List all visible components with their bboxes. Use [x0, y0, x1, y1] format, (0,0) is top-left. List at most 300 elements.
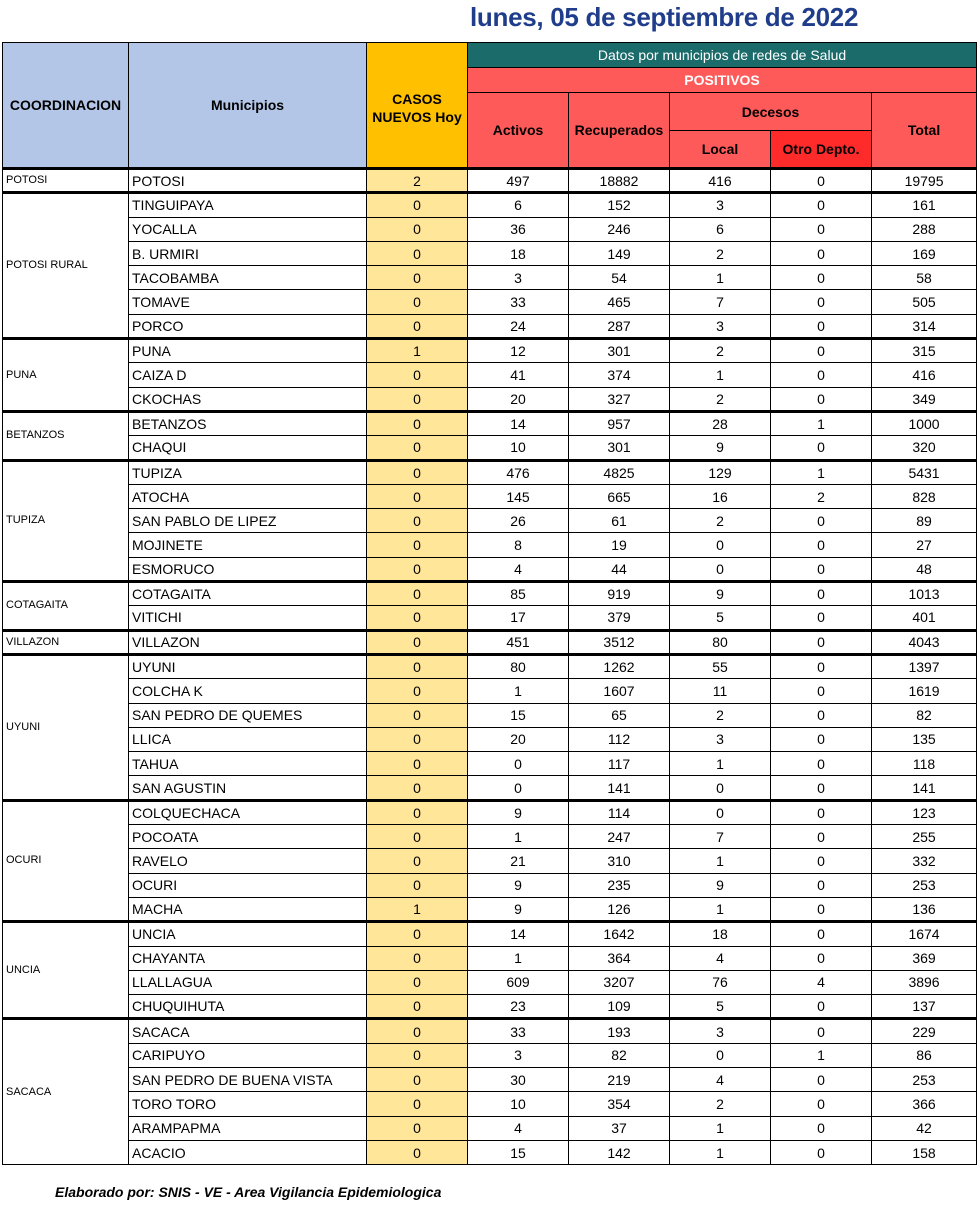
- casos-nuevos-cell: 0: [367, 460, 468, 484]
- table-row: [3, 1140, 977, 1164]
- decesos-otro-depto-cell: 0: [771, 266, 872, 290]
- table-row: [3, 436, 977, 460]
- total-cell: 141: [872, 776, 977, 800]
- total-cell: 229: [872, 1019, 977, 1043]
- recuperados-cell: 219: [569, 1067, 670, 1091]
- total-cell: 416: [872, 363, 977, 387]
- recuperados-cell: 82: [569, 1043, 670, 1067]
- coordinacion-cell: TUPIZA: [3, 460, 129, 581]
- municipio-cell: TACOBAMBA: [129, 266, 367, 290]
- total-cell: 1619: [872, 679, 977, 703]
- decesos-otro-depto-cell: 0: [771, 582, 872, 606]
- decesos-otro-depto-cell: 0: [771, 314, 872, 338]
- table-row: [3, 582, 977, 606]
- recuperados-cell: 1262: [569, 654, 670, 678]
- decesos-otro-depto-cell: 0: [771, 630, 872, 654]
- total-cell: 158: [872, 1140, 977, 1164]
- recuperados-cell: 61: [569, 509, 670, 533]
- casos-nuevos-cell: 1: [367, 897, 468, 921]
- casos-nuevos-cell: 0: [367, 363, 468, 387]
- recuperados-cell: 665: [569, 484, 670, 508]
- header-municipios: Municipios: [129, 43, 367, 169]
- municipio-cell: TORO TORO: [129, 1092, 367, 1116]
- recuperados-cell: 18882: [569, 169, 670, 193]
- activos-cell: 15: [468, 703, 569, 727]
- municipio-cell: LLALLAGUA: [129, 970, 367, 994]
- coordinacion-cell: COTAGAITA: [3, 582, 129, 631]
- total-cell: 118: [872, 752, 977, 776]
- table-row: [3, 363, 977, 387]
- activos-cell: 12: [468, 339, 569, 363]
- decesos-otro-depto-cell: 0: [771, 363, 872, 387]
- table-row: [3, 922, 977, 946]
- table-row: [3, 241, 977, 265]
- municipio-cell: CHAQUI: [129, 436, 367, 460]
- activos-cell: 9: [468, 897, 569, 921]
- decesos-local-cell: 2: [670, 339, 771, 363]
- recuperados-cell: 114: [569, 800, 670, 824]
- decesos-local-cell: 2: [670, 703, 771, 727]
- activos-cell: 26: [468, 509, 569, 533]
- decesos-otro-depto-cell: 0: [771, 679, 872, 703]
- recuperados-cell: 126: [569, 897, 670, 921]
- municipio-cell: CKOCHAS: [129, 387, 367, 411]
- municipio-cell: SAN PEDRO DE BUENA VISTA: [129, 1067, 367, 1091]
- activos-cell: 4: [468, 557, 569, 581]
- activos-cell: 0: [468, 776, 569, 800]
- decesos-local-cell: 28: [670, 411, 771, 435]
- coordinacion-cell: POTOSI RURAL: [3, 193, 129, 339]
- decesos-otro-depto-cell: 0: [771, 654, 872, 678]
- total-cell: 253: [872, 1067, 977, 1091]
- header-otro-depto: Otro Depto.: [771, 131, 872, 169]
- table-row: [3, 679, 977, 703]
- recuperados-cell: 465: [569, 290, 670, 314]
- casos-nuevos-cell: 2: [367, 169, 468, 193]
- activos-cell: 0: [468, 752, 569, 776]
- decesos-local-cell: 18: [670, 922, 771, 946]
- total-cell: 19795: [872, 169, 977, 193]
- decesos-local-cell: 0: [670, 800, 771, 824]
- municipio-cell: ACACIO: [129, 1140, 367, 1164]
- recuperados-cell: 4825: [569, 460, 670, 484]
- decesos-otro-depto-cell: 0: [771, 290, 872, 314]
- decesos-otro-depto-cell: 0: [771, 241, 872, 265]
- decesos-local-cell: 0: [670, 776, 771, 800]
- table-row: [3, 1092, 977, 1116]
- recuperados-cell: 919: [569, 582, 670, 606]
- municipio-cell: COLCHA K: [129, 679, 367, 703]
- casos-nuevos-cell: 1: [367, 339, 468, 363]
- decesos-local-cell: 3: [670, 1019, 771, 1043]
- recuperados-cell: 247: [569, 825, 670, 849]
- municipio-cell: PUNA: [129, 339, 367, 363]
- casos-nuevos-cell: 0: [367, 533, 468, 557]
- activos-cell: 21: [468, 849, 569, 873]
- activos-cell: 30: [468, 1067, 569, 1091]
- municipio-cell: CAIZA D: [129, 363, 367, 387]
- total-cell: 137: [872, 995, 977, 1019]
- table-row: [3, 509, 977, 533]
- decesos-otro-depto-cell: 0: [771, 387, 872, 411]
- municipio-cell: MACHA: [129, 897, 367, 921]
- decesos-otro-depto-cell: 0: [771, 946, 872, 970]
- decesos-local-cell: 1: [670, 752, 771, 776]
- municipio-cell: LLICA: [129, 727, 367, 751]
- total-cell: 320: [872, 436, 977, 460]
- decesos-local-cell: 0: [670, 557, 771, 581]
- municipio-cell: SAN PEDRO DE QUEMES: [129, 703, 367, 727]
- table-header: [3, 43, 977, 169]
- casos-nuevos-cell: 0: [367, 752, 468, 776]
- activos-cell: 1: [468, 679, 569, 703]
- table-row: [3, 557, 977, 581]
- recuperados-cell: 37: [569, 1116, 670, 1140]
- casos-nuevos-cell: 0: [367, 1019, 468, 1043]
- decesos-otro-depto-cell: 0: [771, 825, 872, 849]
- municipio-cell: TAHUA: [129, 752, 367, 776]
- decesos-local-cell: 2: [670, 509, 771, 533]
- casos-nuevos-cell: 0: [367, 825, 468, 849]
- header-local: Local: [670, 131, 771, 169]
- casos-nuevos-cell: 0: [367, 484, 468, 508]
- activos-cell: 3: [468, 266, 569, 290]
- activos-cell: 145: [468, 484, 569, 508]
- decesos-local-cell: 1: [670, 363, 771, 387]
- activos-cell: 85: [468, 582, 569, 606]
- total-cell: 27: [872, 533, 977, 557]
- activos-cell: 10: [468, 436, 569, 460]
- total-cell: 82: [872, 703, 977, 727]
- municipio-cell: TUPIZA: [129, 460, 367, 484]
- recuperados-cell: 354: [569, 1092, 670, 1116]
- decesos-otro-depto-cell: 0: [771, 703, 872, 727]
- casos-nuevos-cell: 0: [367, 193, 468, 217]
- total-cell: 169: [872, 241, 977, 265]
- casos-nuevos-cell: 0: [367, 241, 468, 265]
- total-cell: 332: [872, 849, 977, 873]
- activos-cell: 17: [468, 606, 569, 630]
- decesos-otro-depto-cell: 2: [771, 484, 872, 508]
- decesos-local-cell: 1: [670, 1140, 771, 1164]
- activos-cell: 1: [468, 825, 569, 849]
- municipio-cell: B. URMIRI: [129, 241, 367, 265]
- total-cell: 366: [872, 1092, 977, 1116]
- activos-cell: 18: [468, 241, 569, 265]
- municipio-cell: OCURI: [129, 873, 367, 897]
- table-row: [3, 411, 977, 435]
- header-recuperados: Recuperados: [569, 93, 670, 169]
- municipio-cell: VITICHI: [129, 606, 367, 630]
- decesos-local-cell: 5: [670, 606, 771, 630]
- casos-nuevos-cell: 0: [367, 411, 468, 435]
- casos-nuevos-cell: 0: [367, 849, 468, 873]
- decesos-local-cell: 2: [670, 1092, 771, 1116]
- decesos-otro-depto-cell: 0: [771, 800, 872, 824]
- total-cell: 161: [872, 193, 977, 217]
- recuperados-cell: 327: [569, 387, 670, 411]
- table-body: [3, 169, 977, 1165]
- municipio-cell: COLQUECHACA: [129, 800, 367, 824]
- header-casos-nuevos: CASOS NUEVOS Hoy: [367, 43, 468, 169]
- table-row: [3, 873, 977, 897]
- decesos-local-cell: 7: [670, 290, 771, 314]
- decesos-local-cell: 3: [670, 314, 771, 338]
- total-cell: 58: [872, 266, 977, 290]
- table-row: [3, 266, 977, 290]
- table-row: [3, 654, 977, 678]
- activos-cell: 4: [468, 1116, 569, 1140]
- decesos-otro-depto-cell: 0: [771, 557, 872, 581]
- municipio-cell: POCOATA: [129, 825, 367, 849]
- decesos-otro-depto-cell: 1: [771, 411, 872, 435]
- municipio-cell: UNCIA: [129, 922, 367, 946]
- footer-credit: Elaborado por: SNIS - VE - Area Vigilancia Epidemiologica: [55, 1184, 442, 1200]
- table-row: [3, 1019, 977, 1043]
- decesos-otro-depto-cell: 0: [771, 922, 872, 946]
- decesos-otro-depto-cell: 0: [771, 533, 872, 557]
- header-datos-por-municipios: Datos por municipios de redes de Salud: [468, 43, 977, 68]
- total-cell: 4043: [872, 630, 977, 654]
- municipio-cell: POTOSI: [129, 169, 367, 193]
- recuperados-cell: 3512: [569, 630, 670, 654]
- table-row: [3, 825, 977, 849]
- decesos-local-cell: 9: [670, 582, 771, 606]
- decesos-local-cell: 1: [670, 897, 771, 921]
- casos-nuevos-cell: 0: [367, 679, 468, 703]
- total-cell: 401: [872, 606, 977, 630]
- casos-nuevos-cell: 0: [367, 290, 468, 314]
- casos-nuevos-cell: 0: [367, 557, 468, 581]
- decesos-local-cell: 6: [670, 217, 771, 241]
- header-activos: Activos: [468, 93, 569, 169]
- recuperados-cell: 374: [569, 363, 670, 387]
- activos-cell: 10: [468, 1092, 569, 1116]
- casos-nuevos-cell: 0: [367, 1140, 468, 1164]
- casos-nuevos-cell: 0: [367, 1043, 468, 1067]
- activos-cell: 9: [468, 873, 569, 897]
- coordinacion-cell: SACACA: [3, 1019, 129, 1165]
- coordinacion-cell: UNCIA: [3, 922, 129, 1019]
- casos-nuevos-cell: 0: [367, 873, 468, 897]
- total-cell: 314: [872, 314, 977, 338]
- activos-cell: 476: [468, 460, 569, 484]
- casos-nuevos-cell: 0: [367, 217, 468, 241]
- decesos-otro-depto-cell: 0: [771, 776, 872, 800]
- decesos-otro-depto-cell: 0: [771, 752, 872, 776]
- decesos-local-cell: 5: [670, 995, 771, 1019]
- table-row: [3, 897, 977, 921]
- municipio-cell: TINGUIPAYA: [129, 193, 367, 217]
- table-row: [3, 387, 977, 411]
- total-cell: 89: [872, 509, 977, 533]
- coordinacion-cell: UYUNI: [3, 654, 129, 800]
- total-cell: 255: [872, 825, 977, 849]
- table-row: [3, 776, 977, 800]
- decesos-otro-depto-cell: 0: [771, 217, 872, 241]
- decesos-otro-depto-cell: 0: [771, 873, 872, 897]
- decesos-otro-depto-cell: 0: [771, 509, 872, 533]
- table-row: [3, 169, 977, 193]
- table-row: [3, 1043, 977, 1067]
- activos-cell: 41: [468, 363, 569, 387]
- municipio-cell: ARAMPAPMA: [129, 1116, 367, 1140]
- coordinacion-cell: OCURI: [3, 800, 129, 921]
- casos-nuevos-cell: 0: [367, 436, 468, 460]
- coordinacion-cell: VILLAZON: [3, 630, 129, 654]
- decesos-otro-depto-cell: 0: [771, 995, 872, 1019]
- activos-cell: 14: [468, 922, 569, 946]
- municipio-cell: UYUNI: [129, 654, 367, 678]
- municipio-cell: ESMORUCO: [129, 557, 367, 581]
- activos-cell: 1: [468, 946, 569, 970]
- table-row: [3, 193, 977, 217]
- decesos-local-cell: 4: [670, 946, 771, 970]
- decesos-otro-depto-cell: 0: [771, 727, 872, 751]
- casos-nuevos-cell: 0: [367, 1116, 468, 1140]
- activos-cell: 497: [468, 169, 569, 193]
- table-row: [3, 1067, 977, 1091]
- casos-nuevos-cell: 0: [367, 582, 468, 606]
- decesos-local-cell: 9: [670, 436, 771, 460]
- activos-cell: 451: [468, 630, 569, 654]
- table-row: [3, 703, 977, 727]
- recuperados-cell: 193: [569, 1019, 670, 1043]
- recuperados-cell: 152: [569, 193, 670, 217]
- decesos-local-cell: 1: [670, 1116, 771, 1140]
- decesos-otro-depto-cell: 0: [771, 339, 872, 363]
- decesos-otro-depto-cell: 0: [771, 849, 872, 873]
- header-decesos: Decesos: [670, 93, 872, 131]
- casos-nuevos-cell: 0: [367, 922, 468, 946]
- decesos-local-cell: 1: [670, 266, 771, 290]
- table-row: [3, 290, 977, 314]
- decesos-otro-depto-cell: 0: [771, 1019, 872, 1043]
- decesos-local-cell: 16: [670, 484, 771, 508]
- activos-cell: 80: [468, 654, 569, 678]
- coordinacion-cell: PUNA: [3, 339, 129, 412]
- total-cell: 1397: [872, 654, 977, 678]
- decesos-otro-depto-cell: 1: [771, 1043, 872, 1067]
- total-cell: 5431: [872, 460, 977, 484]
- table-row: [3, 1116, 977, 1140]
- total-cell: 1674: [872, 922, 977, 946]
- recuperados-cell: 379: [569, 606, 670, 630]
- header-total: Total: [872, 93, 977, 169]
- coordinacion-cell: BETANZOS: [3, 411, 129, 460]
- header-positivos: POSITIVOS: [468, 68, 977, 93]
- recuperados-cell: 301: [569, 339, 670, 363]
- recuperados-cell: 1607: [569, 679, 670, 703]
- decesos-otro-depto-cell: 0: [771, 1092, 872, 1116]
- total-cell: 828: [872, 484, 977, 508]
- decesos-otro-depto-cell: 0: [771, 897, 872, 921]
- table-row: [3, 727, 977, 751]
- casos-nuevos-cell: 0: [367, 946, 468, 970]
- total-cell: 48: [872, 557, 977, 581]
- municipio-cell: CHUQUIHUTA: [129, 995, 367, 1019]
- municipio-cell: SACACA: [129, 1019, 367, 1043]
- activos-cell: 33: [468, 290, 569, 314]
- decesos-local-cell: 11: [670, 679, 771, 703]
- decesos-otro-depto-cell: 1: [771, 460, 872, 484]
- table-row: [3, 533, 977, 557]
- activos-cell: 20: [468, 727, 569, 751]
- casos-nuevos-cell: 0: [367, 606, 468, 630]
- municipio-cell: CARIPUYO: [129, 1043, 367, 1067]
- recuperados-cell: 246: [569, 217, 670, 241]
- casos-nuevos-cell: 0: [367, 703, 468, 727]
- casos-nuevos-cell: 0: [367, 776, 468, 800]
- table-row: [3, 606, 977, 630]
- municipio-cell: YOCALLA: [129, 217, 367, 241]
- total-cell: 42: [872, 1116, 977, 1140]
- recuperados-cell: 65: [569, 703, 670, 727]
- recuperados-cell: 117: [569, 752, 670, 776]
- municipio-cell: SAN AGUSTIN: [129, 776, 367, 800]
- casos-nuevos-cell: 0: [367, 995, 468, 1019]
- recuperados-cell: 957: [569, 411, 670, 435]
- total-cell: 505: [872, 290, 977, 314]
- decesos-otro-depto-cell: 4: [771, 970, 872, 994]
- decesos-local-cell: 2: [670, 387, 771, 411]
- activos-cell: 23: [468, 995, 569, 1019]
- total-cell: 3896: [872, 970, 977, 994]
- recuperados-cell: 310: [569, 849, 670, 873]
- casos-nuevos-cell: 0: [367, 1067, 468, 1091]
- activos-cell: 8: [468, 533, 569, 557]
- activos-cell: 20: [468, 387, 569, 411]
- decesos-local-cell: 0: [670, 533, 771, 557]
- decesos-otro-depto-cell: 0: [771, 1067, 872, 1091]
- recuperados-cell: 109: [569, 995, 670, 1019]
- total-cell: 1013: [872, 582, 977, 606]
- decesos-local-cell: 3: [670, 727, 771, 751]
- table-row: [3, 970, 977, 994]
- table-row: [3, 314, 977, 338]
- casos-nuevos-cell: 0: [367, 630, 468, 654]
- decesos-local-cell: 4: [670, 1067, 771, 1091]
- municipio-cell: MOJINETE: [129, 533, 367, 557]
- municipio-cell: SAN PABLO DE LIPEZ: [129, 509, 367, 533]
- table-row: [3, 800, 977, 824]
- activos-cell: 36: [468, 217, 569, 241]
- decesos-local-cell: 2: [670, 241, 771, 265]
- municipio-cell: BETANZOS: [129, 411, 367, 435]
- decesos-local-cell: 129: [670, 460, 771, 484]
- recuperados-cell: 19: [569, 533, 670, 557]
- municipio-cell: TOMAVE: [129, 290, 367, 314]
- casos-nuevos-cell: 0: [367, 800, 468, 824]
- total-cell: 253: [872, 873, 977, 897]
- decesos-local-cell: 1: [670, 849, 771, 873]
- recuperados-cell: 149: [569, 241, 670, 265]
- casos-nuevos-cell: 0: [367, 266, 468, 290]
- table-row: [3, 460, 977, 484]
- municipio-cell: CHAYANTA: [129, 946, 367, 970]
- decesos-local-cell: 0: [670, 1043, 771, 1067]
- recuperados-cell: 44: [569, 557, 670, 581]
- casos-nuevos-cell: 0: [367, 970, 468, 994]
- total-cell: 123: [872, 800, 977, 824]
- total-cell: 315: [872, 339, 977, 363]
- activos-cell: 609: [468, 970, 569, 994]
- table-row: [3, 849, 977, 873]
- header-coordinacion: COORDINACION: [3, 43, 129, 169]
- municipio-cell: PORCO: [129, 314, 367, 338]
- decesos-local-cell: 416: [670, 169, 771, 193]
- table-row: [3, 946, 977, 970]
